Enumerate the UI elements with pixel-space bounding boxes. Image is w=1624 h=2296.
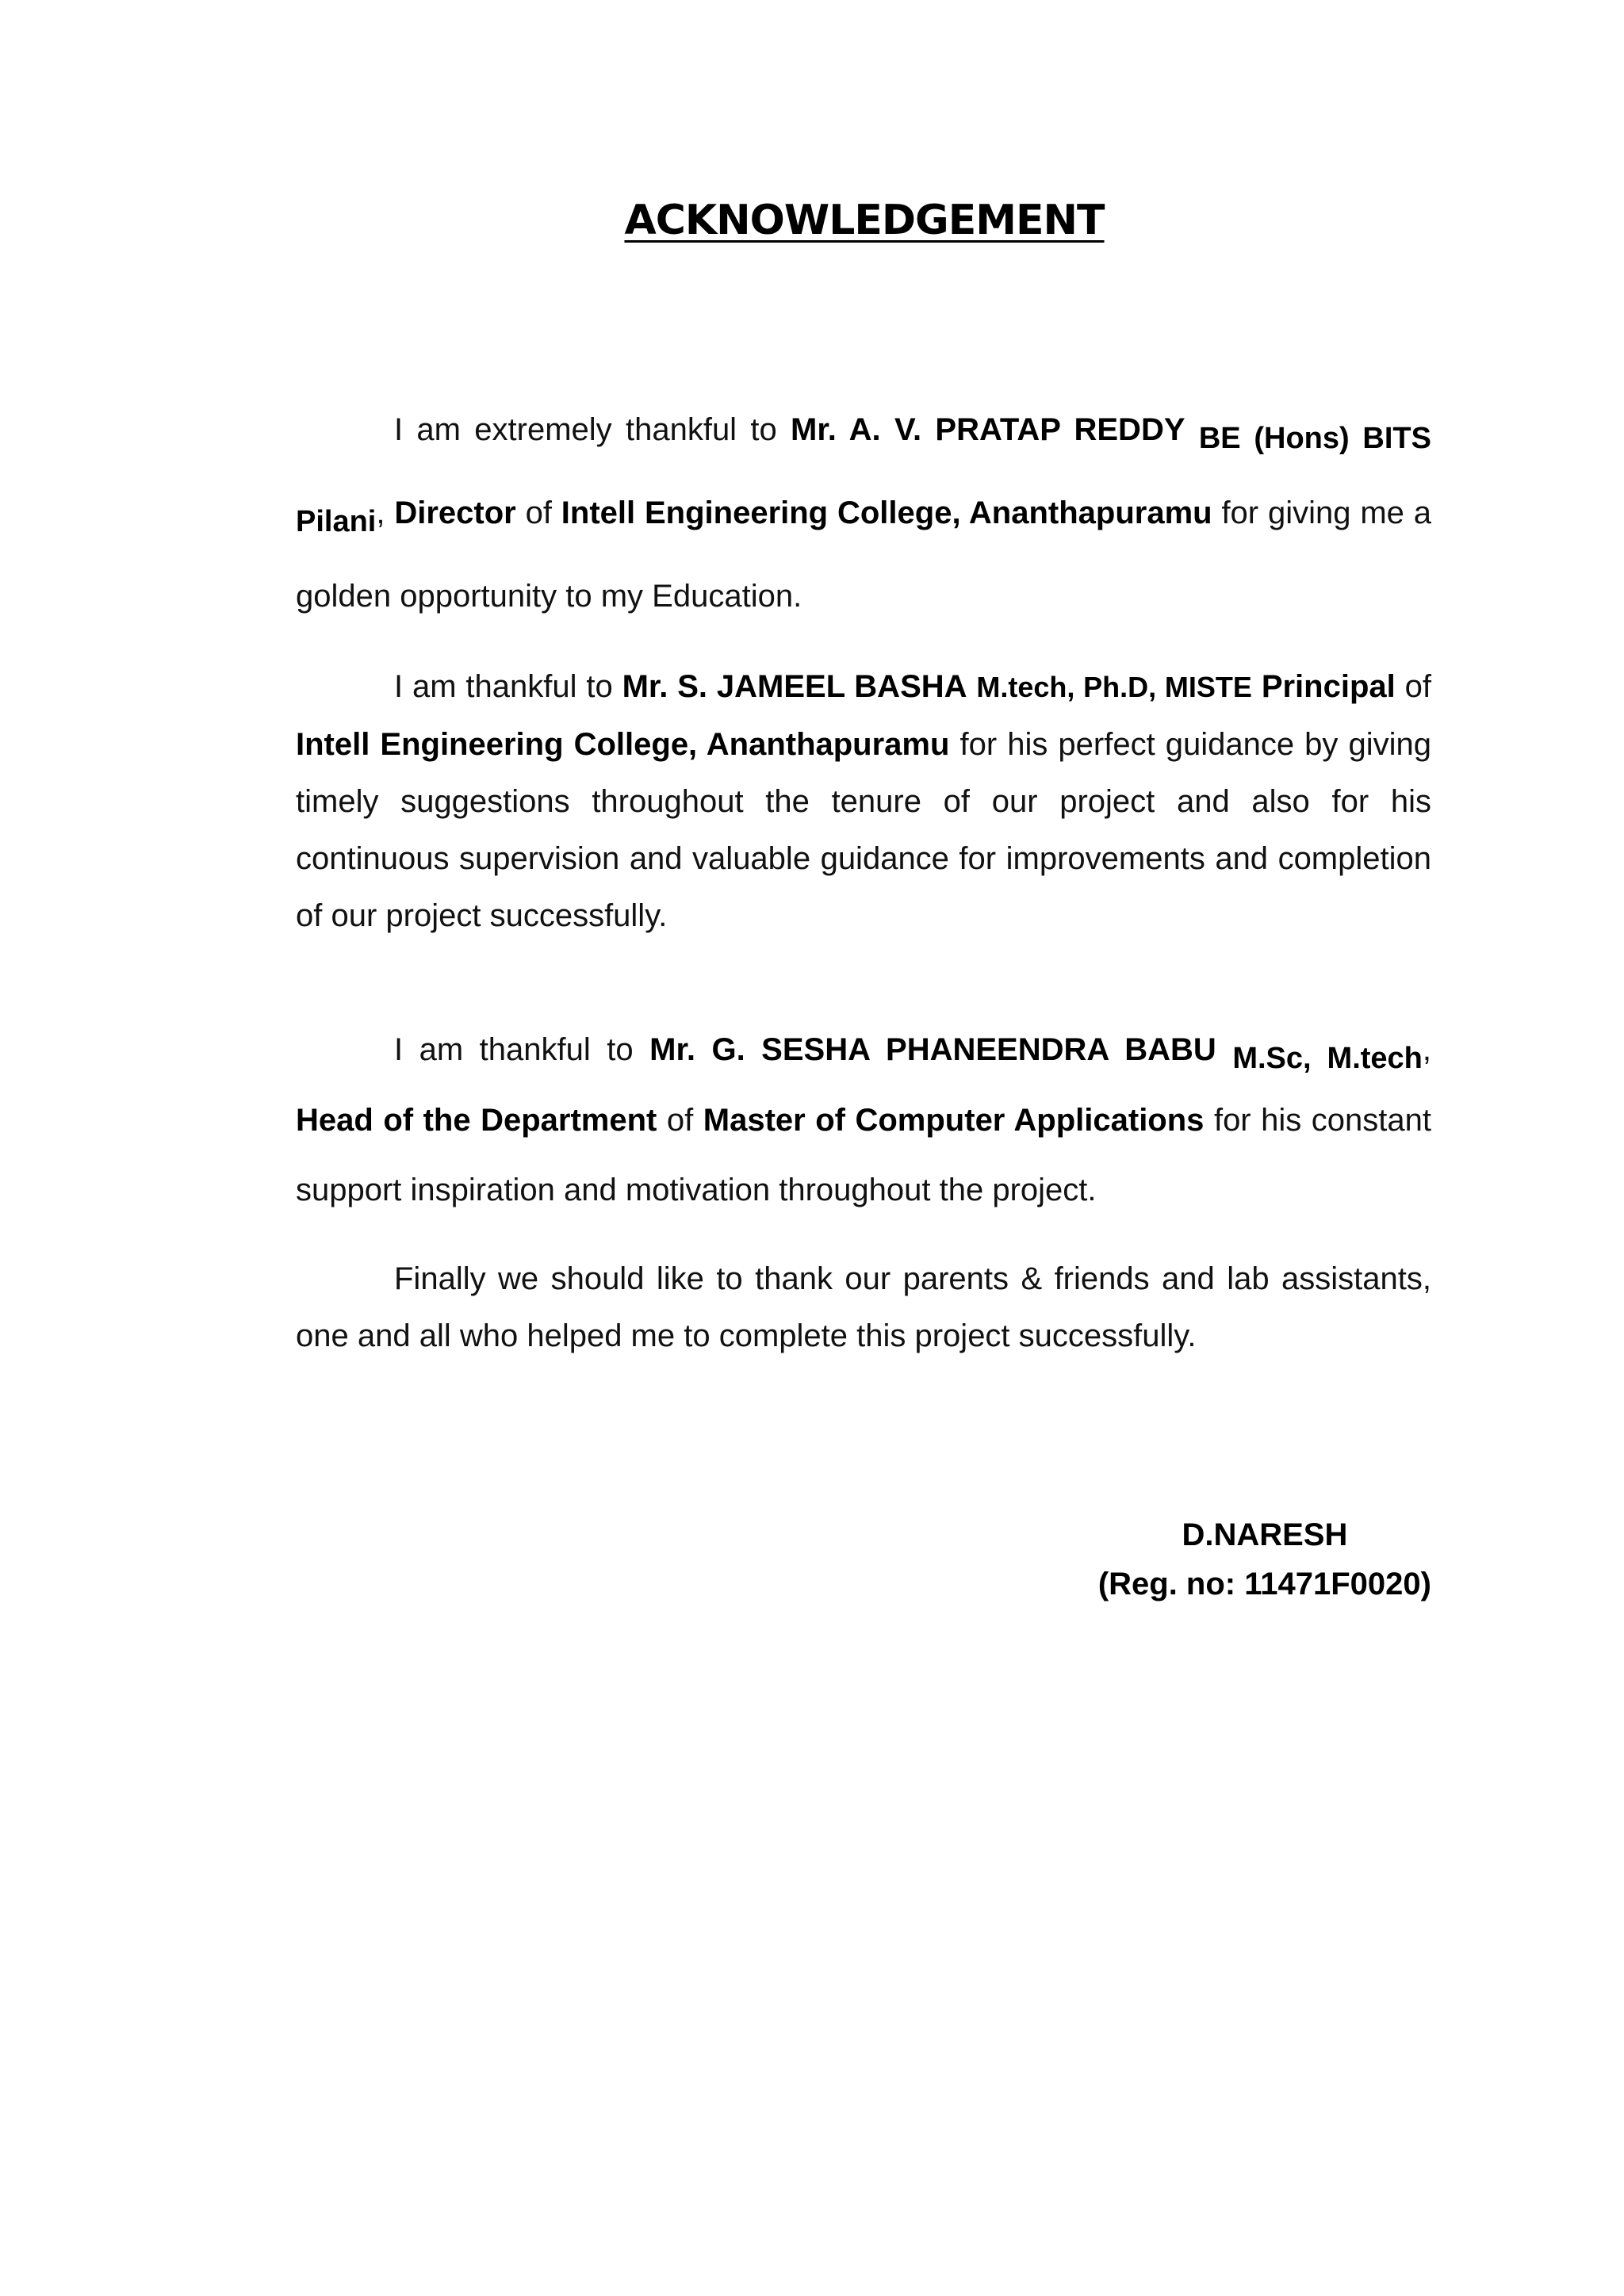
principal-qualification: M.tech, Ph.D, MISTE <box>976 671 1252 703</box>
director-role: Director <box>394 496 516 530</box>
paragraph-closing: Finally we should like to thank our parents & friends and lab assistants, one and all who helped me to complete this project successfully. <box>296 1261 1431 1353</box>
para2-text-3: for his perfect guidance by giving timely suggestions throughout the tenure of our project and also for his continuous supervision and valuable guidance for improvements and completion of our project successfully. <box>296 727 1432 933</box>
para2-text-2: of <box>1395 669 1431 704</box>
paragraph-principal <box>296 658 1431 944</box>
para1-text-2: , <box>376 496 395 530</box>
hod-role: Head of the Department <box>296 1103 657 1138</box>
principal-name: Mr. S. JAMEEL BASHA <box>622 669 967 704</box>
principal-role: Principal <box>1261 669 1396 704</box>
hod-qualification: M.Sc, M.tech <box>1232 1042 1423 1075</box>
signature-name: D.NARESH <box>1182 1517 1348 1552</box>
para3-text-4: for his constant support inspiration and motivation throughout the project. <box>296 1103 1431 1207</box>
paragraph-director <box>296 388 1431 637</box>
para3-text-1: I am thankful to <box>394 1032 650 1067</box>
para3-text-3: of <box>657 1103 703 1138</box>
para1-text-3: of <box>515 496 561 530</box>
registration-number: (Reg. no: 11471F0020) <box>1097 1567 1431 1601</box>
para3-text-2: , <box>1422 1032 1432 1067</box>
director-qualification: BE (Hons) BITS Pilani <box>296 422 1431 538</box>
director-name: Mr. A. V. PRATAP REDDY <box>791 412 1185 447</box>
para1-text-1: I am extremely thankful to <box>394 412 791 447</box>
paragraph-hod <box>296 1015 1431 1225</box>
college-name: Intell Engineering College, Ananthapuramu <box>561 496 1212 530</box>
department-name: Master of Computer Applications <box>703 1103 1205 1138</box>
hod-name: Mr. G. SESHA PHANEENDRA BABU <box>649 1032 1216 1067</box>
para2-text-1: I am thankful to <box>394 669 622 704</box>
college-name: Intell Engineering College, Ananthapuramu <box>296 727 950 762</box>
signature-block <box>1098 1510 1431 1609</box>
page-title <box>0 197 1624 244</box>
title-text: ACKNOWLEDGEMENT <box>624 197 1105 244</box>
para1-text-4: for giving me a golden opportunity to my Education. <box>296 496 1431 614</box>
